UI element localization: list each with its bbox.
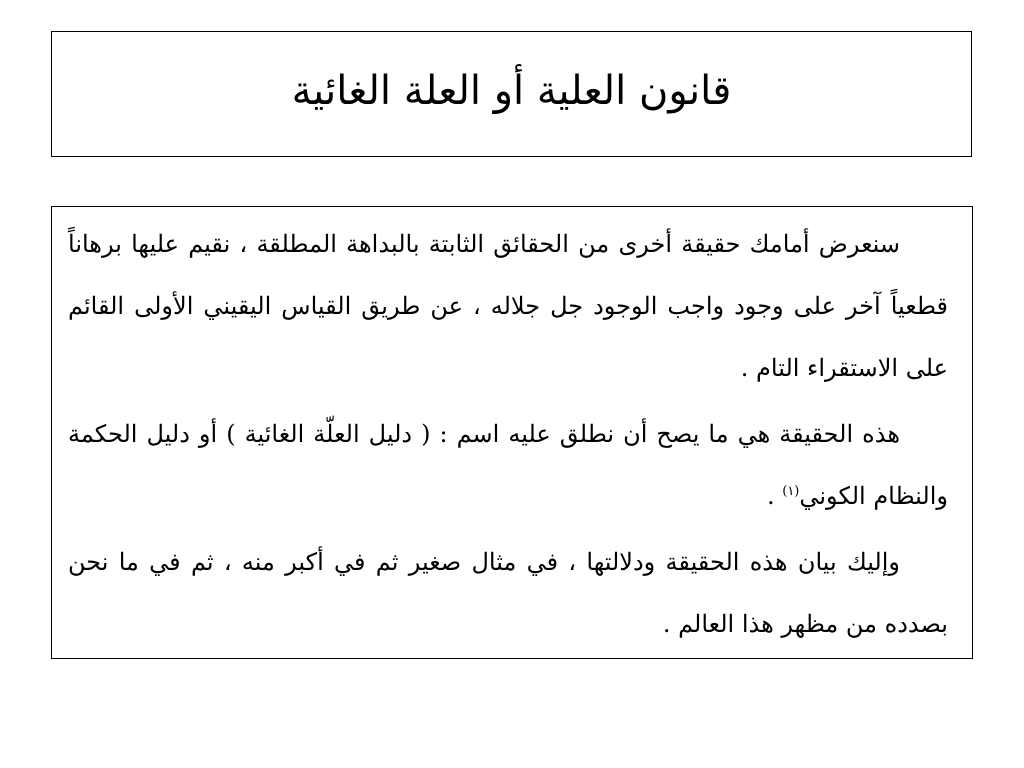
footnote-marker: (١): [782, 484, 800, 499]
paragraph-2-text: هذه الحقيقة هي ما يصح أن نطلق عليه اسم : ( دليل العلّة الغائية ) أو دليل الحكمة والنظام الكوني: [68, 420, 948, 510]
paragraph-3: [68, 531, 948, 655]
title-box: [51, 31, 972, 157]
paragraph-2: [68, 403, 948, 527]
paragraph-1: [68, 213, 948, 399]
paragraph-1-text: سنعرض أمامك حقيقة أخرى من الحقائق الثابتة بالبداهة المطلقة ، نقيم عليها برهاناً قطعياً آخر على وجود واجب الوجود جل جلاله ، عن طريق القياس اليقيني الأولى القائم على الاستقراء التام .: [68, 230, 948, 382]
paragraph-2-tail: .: [766, 482, 783, 510]
slide-title: قانون العلية أو العلة الغائية: [291, 68, 732, 114]
content-box: [51, 206, 973, 659]
paragraph-3-text: وإليك بيان هذه الحقيقة ودلالتها ، في مثال صغير ثم في أكبر منه ، ثم في ما نحن بصدده من مظهر هذا العالم .: [68, 548, 948, 638]
